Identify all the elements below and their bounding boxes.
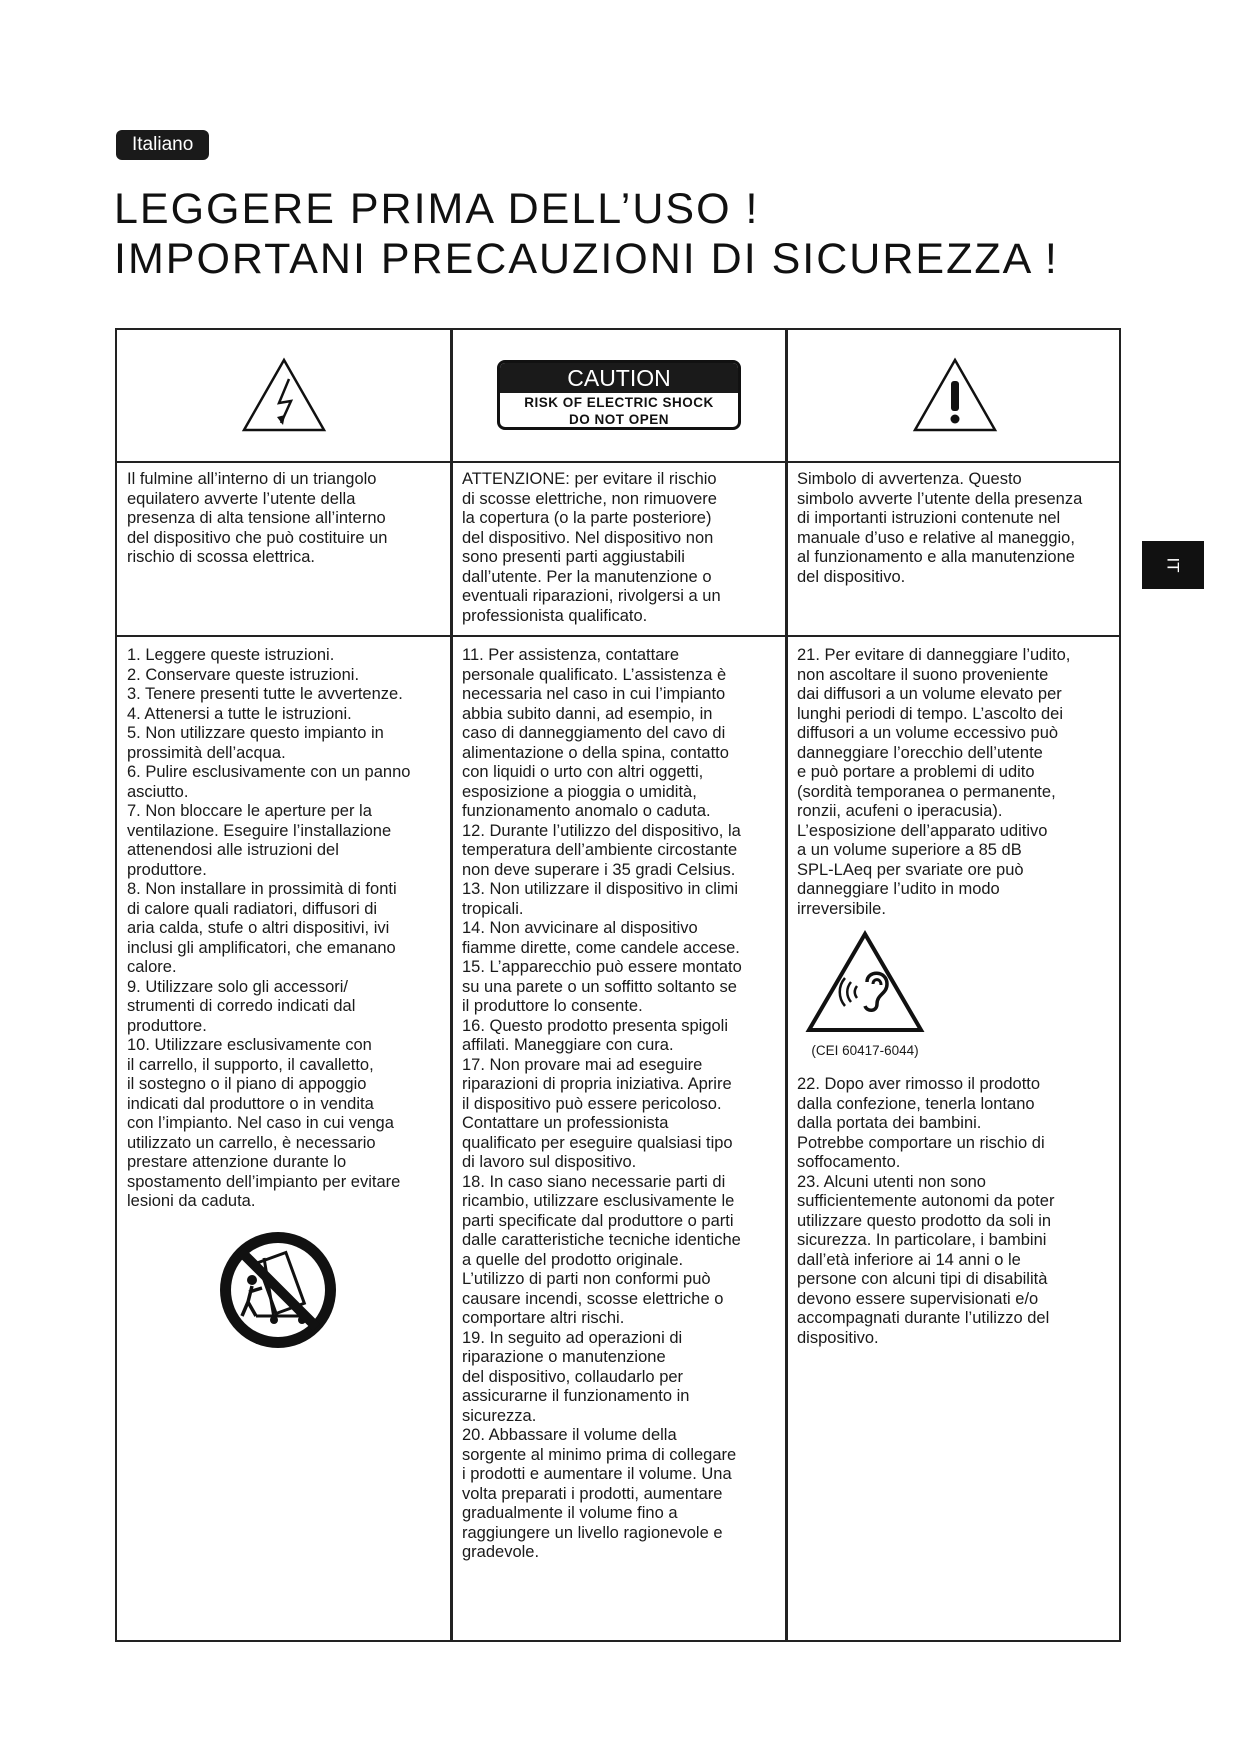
list-item: 17. Non provare mai ad eseguire riparazioni di propria iniziativa. Aprire il dispositivo può essere pericoloso. Contattare un professionista qualificato per eseguire qualsiasi tipo di lavoro sul dispositivo. (462, 1055, 733, 1171)
caution-symbol-cell (453, 330, 785, 460)
safety-table (115, 328, 1121, 1642)
caution-line-2: DO NOT OPEN (568, 412, 669, 427)
exclamation-warning-icon (912, 357, 998, 433)
language-side-tab (1142, 541, 1204, 589)
language-badge: Italiano (116, 130, 209, 160)
warning-description: Simbolo di avvertenza. Questo simbolo avverte l’utente della presenza di importanti istruzioni contenute nel manuale d’uso e relative al maneggio, al funzionamento e alla manutenzione del dispositivo. (797, 470, 1083, 586)
instructions-column-3-bottom (797, 1075, 1119, 1348)
list-item: 16. Questo prodotto presenta spigoli affilati. Maneggiare con cura. (462, 1016, 729, 1054)
page-title (114, 184, 1059, 284)
list-item: 7. Non bloccare le aperture per la ventilazione. Eseguire l’installazione attenendosi alle istruzioni del produttore. (127, 802, 392, 879)
instructions-column-2 (462, 646, 784, 1563)
list-item: 5. Non utilizzare questo impianto in prossimità dell’acqua. (127, 724, 384, 762)
row-divider (117, 461, 1119, 463)
instructions-column-1 (127, 646, 445, 1212)
list-item: 14. Non avvicinare al dispositivo fiamme dirette, come candele accese. (462, 919, 740, 957)
list-item: 22. Dopo aver rimosso il prodotto dalla confezione, tenerla lontano dalla portata dei bambini. Potrebbe comportare un rischio di soffocamento. (797, 1075, 1045, 1171)
cart-warning (216, 1228, 340, 1357)
side-tab-label: IT (1163, 557, 1183, 573)
caution-line-1: RISK OF ELECTRIC SHOCK (524, 395, 714, 410)
list-item: 10. Utilizzare esclusivamente con il carrello, il supporto, il cavalletto, il sostegno o il piano di appoggio indicati dal produttore o in vendita con l’impianto. Nel caso in cui venga utilizzato un carrello, è necessario prestare attenzione durante lo spostamento dell’impianto per evitare lesioni da caduta. (127, 1036, 401, 1210)
list-item: 9. Utilizzare solo gli accessori/ strumenti di corredo indicati dal produttore. (127, 977, 356, 1035)
list-item: 21. Per evitare di danneggiare l’udito, non ascoltare il suono proveniente dai diffusori a un volume elevato per lunghi periodi di tempo. L’ascolto dei diffusori a un volume eccessivo può danneggiare l’orecchio dell’utente e può portare a problemi di udito (sordità temporanea o permanente, ronzii, acufeni o iperacusia). L’esposizione dell’apparato uditivo a un volume superiore a 85 dB SPL-LAeq per svariate ore può danneggiare l’udito in modo irreversibile. (797, 646, 1071, 918)
list-item: 15. L’apparecchio può essere montato su una parete o un soffitto soltanto se il produttore lo consente. (462, 958, 742, 1015)
list-item: 19. In seguito ad operazioni di riparazione o manutenzione del dispositivo, collaudarlo per assicurarne il funzionamento in sicurezza. (462, 1328, 690, 1425)
hearing-warning (790, 930, 940, 1058)
column-divider (785, 330, 788, 1640)
list-item: 8. Non installare in prossimità di fonti di calore quali radiatori, diffusori di aria calda, stufe o altri dispositivi, ivi inclusi gli amplificatori, che emanano calore. (127, 880, 397, 976)
exclamation-symbol-cell (788, 330, 1121, 460)
cart-tip-over-icon (216, 1228, 340, 1352)
list-item: 23. Alcuni utenti non sono sufficientemente autonomi da poter utilizzare questo prodotto da soli in sicurezza. In particolare, i bambini dall’età inferiore ai 14 anni o le persone con alcuni tipi di disabilità devono essere supervisionati e/o accompagnati durante l’utilizzo del dispositivo. (797, 1172, 1055, 1347)
list-item: 20. Abbassare il volume della sorgente al minimo prima di collegare i prodotti e aumentare il volume. Una volta preparati i prodotti, aumentare gradualmente il volume fino a raggiungere un livello ragionevole e gradevole. (462, 1426, 737, 1561)
list-item: 2. Conservare queste istruzioni. (127, 665, 360, 684)
ear-caption: (CEI 60417-6044) (811, 1043, 919, 1058)
list-item: 1. Leggere queste istruzioni. (127, 646, 335, 664)
caution-subtext (500, 393, 738, 428)
title-line-1: LEGGERE PRIMA DELL’USO ! (114, 185, 760, 233)
list-item: 11. Per assistenza, contattare personale qualificato. L’assistenza è necessaria nel caso in cui l’impianto abbia subito danni, ad esempio, in caso di danneggiamento del cavo di alimentazione o della spina, contatto con liquidi o urto con altri oggetti, esposizione a pioggia o umidità, funzionamento anomalo o caduta. (462, 646, 729, 820)
hearing-warning-icon (805, 930, 925, 1034)
list-item: 18. In caso siano necessarie parti di ricambio, utilizzare esclusivamente le parti specificate dal produttore o parti dalle caratteristiche tecniche identiche a quelle del prodotto originale. L’utilizzo di parti non conformi può causare incendi, scosse elettriche o comportare altri rischi. (462, 1172, 741, 1327)
list-item: 4. Attenersi a tutte le istruzioni. (127, 704, 352, 723)
lightning-symbol-cell (117, 330, 450, 460)
list-item: 13. Non utilizzare il dispositivo in climi tropicali. (462, 880, 739, 918)
caution-header: CAUTION (500, 363, 738, 393)
title-line-2: IMPORTANI PRECAUZIONI DI SICUREZZA ! (114, 235, 1059, 283)
lightning-warning-icon (241, 357, 327, 433)
row-divider (117, 635, 1119, 637)
lightning-description: Il fulmine all’interno di un triangolo equilatero avverte l’utente della presenza di alta tensione all’interno del dispositivo che può costituire un rischio di scossa elettrica. (127, 470, 388, 566)
list-item: 12. Durante l’utilizzo del dispositivo, la temperatura dell’ambiente circostante non deve superare i 35 gradi Celsius. (462, 821, 741, 879)
instructions-column-3-top (797, 646, 1119, 919)
list-item: 6. Pulire esclusivamente con un panno asciutto. (127, 763, 411, 801)
caution-label (497, 360, 741, 430)
list-item: 3. Tenere presenti tutte le avvertenze. (127, 685, 403, 703)
caution-description: ATTENZIONE: per evitare il rischio di scosse elettriche, non rimuovere la copertura (o la parte posteriore) del dispositivo. Nel dispositivo non sono presenti parti aggiustabili dall’utente. Per la manutenzione o eventuali riparazioni, rivolgersi a un professionista qualificato. (462, 470, 721, 625)
column-divider (450, 330, 453, 1640)
